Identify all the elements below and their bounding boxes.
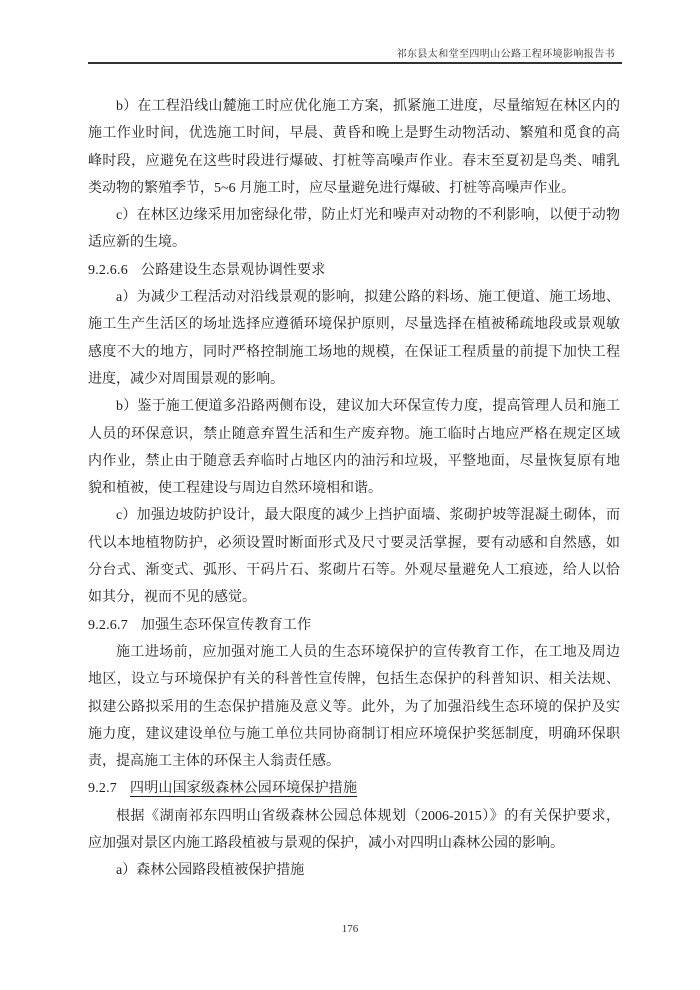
paragraph	[88, 857, 620, 884]
paragraph	[88, 803, 620, 858]
document-body	[88, 93, 620, 885]
text-line: 峰时段，应避免在这些时段进行爆破、打桩等高噪声作业。春末至夏初是鸟类、哺乳	[88, 153, 620, 169]
section-heading	[88, 775, 620, 802]
text-line: 施力度，建议建设单位与施工单位共同协商制订相应环境保护奖惩制度，明确环保职	[88, 726, 620, 742]
text-line: 施工生产生活区的场址选择应遵循环境保护原则，尽量选择在植被稀疏地段或景观敏	[88, 317, 620, 333]
text-line: 貌和植被，使工程建设与周边自然环境相和谐。	[88, 481, 382, 497]
heading-title: 加强生态环保宣传教育工作	[140, 617, 312, 633]
page-number: 176	[341, 923, 359, 935]
text-line: 内作业，禁止由于随意丢弃临时占地区内的油污和垃圾，平整地面，尽量恢复原有地	[88, 453, 620, 469]
text-line: 进度，减少对周围景观的影响。	[88, 371, 284, 387]
heading-title: 公路建设生态景观协调性要求	[140, 262, 326, 278]
heading-number: 9.2.6.6	[88, 262, 128, 278]
text-line: b）鉴于施工便道多沿路两侧布设，建议加大环保宣传力度，提高管理人员和施工	[116, 399, 620, 415]
text-line: 施工作业时间，优选施工时间，早晨、黄昏和晚上是野生动物活动、繁殖和觅食的高	[88, 126, 620, 142]
text-line: 代以本地植物防护，必须设置时断面形式及尺寸要灵活掌握，要有动感和自然感，如	[88, 535, 620, 551]
text-line: 拟建公路拟采用的生态保护措施及意义等。此外，为了加强沿线生态环境的保护及实	[88, 699, 620, 715]
text-line: 适应新的生境。	[88, 235, 186, 251]
text-line: 施工进场前，应加强对施工人员的生态环境保护的宣传教育工作，在工地及周边	[116, 644, 620, 660]
heading-number: 9.2.6.7	[88, 617, 128, 633]
heading-title: 四明山国家级森林公园环境保护措施	[130, 781, 358, 797]
paragraph	[88, 284, 620, 393]
paragraph	[88, 393, 620, 502]
text-line: 地区，设立与环境保护有关的科普性宣传牌，包括生态保护的科普知识、相关法规、	[88, 672, 620, 688]
section-heading	[88, 257, 620, 284]
text-line: 应加强对景区内施工路段植被与景观的保护，减小对四明山森林公园的影响。	[88, 836, 564, 852]
text-line: 根据《湖南祁东四明山省级森林公园总体规划（2006-2015）》的有关保护要求，	[116, 808, 620, 824]
paragraph	[88, 502, 620, 611]
text-line: 分台式、渐变式、弧形、干码片石、浆砌片石等。外观尽量避免人工痕迹，给人以恰	[88, 563, 620, 579]
paragraph	[88, 93, 620, 202]
text-line: 人员的环保意识，禁止随意弃置生活和生产废弃物。施工临时占地应严格在规定区域	[88, 426, 620, 442]
text-line: 类动物的繁殖季节，5~6 月施工时，应尽量避免进行爆破、打桩等高噪声作业。	[88, 180, 576, 196]
paragraph	[88, 639, 620, 775]
text-line: a）为减少工程活动对沿线景观的影响，拟建公路的料场、施工便道、施工场地、	[116, 290, 620, 306]
text-line: c）加强边坡防护设计，最大限度的减少上挡护面墙、浆砌护坡等混凝土砌体，而	[116, 508, 620, 524]
header-doc-title: 祁东县太和堂至四明山公路工程环境影响报告书	[396, 49, 615, 60]
text-line: a）森林公园路段植被保护措施	[116, 863, 305, 879]
text-line: 如其分，视而不见的感觉。	[88, 590, 256, 606]
heading-number: 9.2.7	[88, 781, 117, 797]
text-line: 责，提高施工主体的环保主人翁责任感。	[88, 754, 340, 770]
text-line: b）在工程沿线山麓施工时应优化施工方案，抓紧施工进度，尽量缩短在林区内的	[116, 99, 620, 114]
header-rule	[88, 62, 622, 64]
section-heading	[88, 612, 620, 639]
paragraph	[88, 202, 620, 257]
text-line: c）在林区边缘采用加密绿化带，防止灯光和噪声对动物的不利影响，以便于动物	[116, 208, 620, 224]
text-line: 感度不大的地方，同时严格控制施工场地的规模，在保证工程质量的前提下加快工程	[88, 344, 620, 360]
